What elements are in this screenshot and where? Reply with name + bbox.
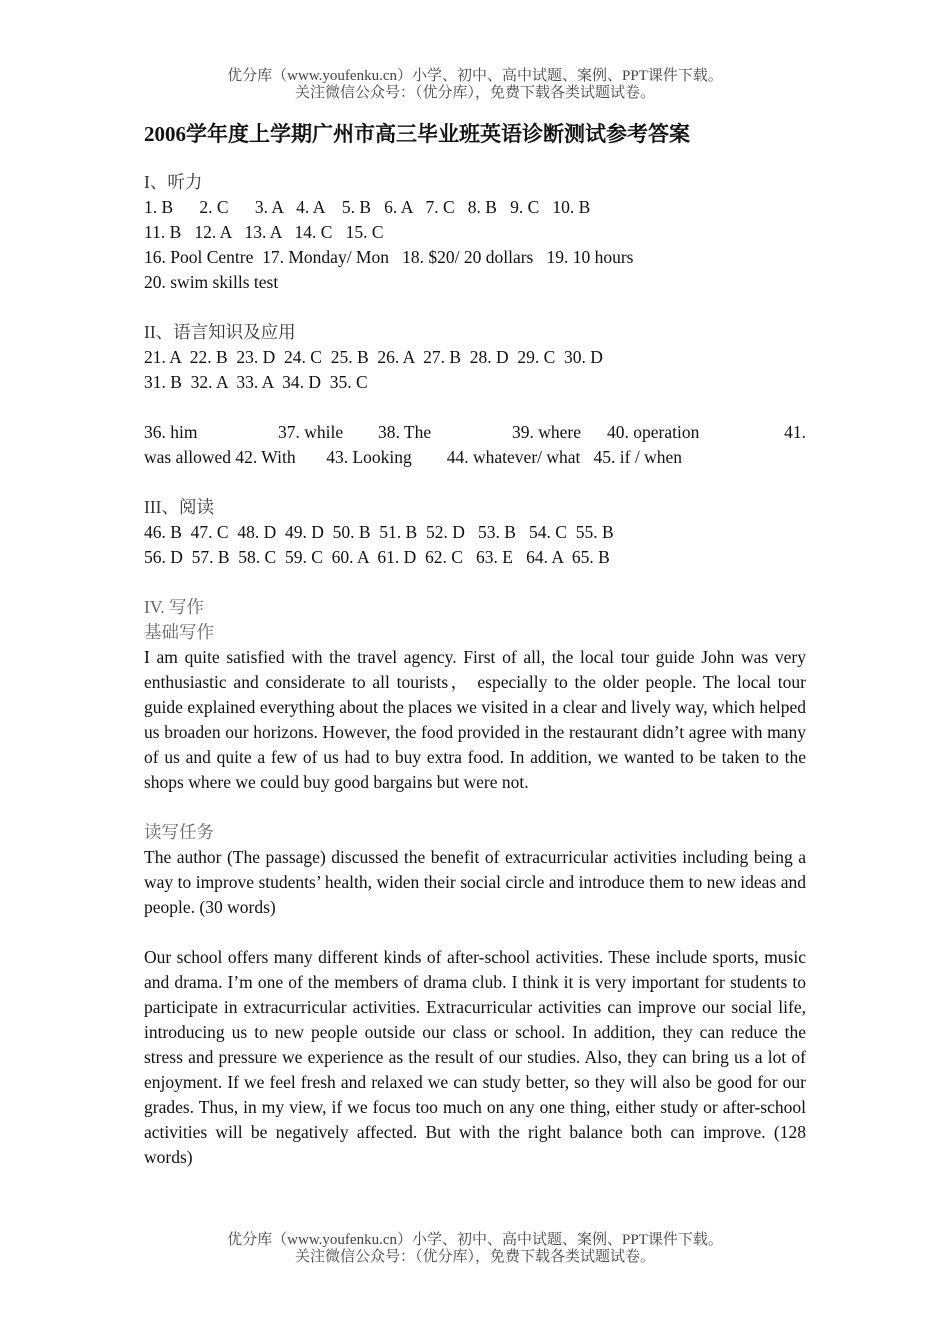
header-line-2: 关注微信公众号：（优分库），免费下载各类试题试卷。	[294, 85, 655, 101]
listening-heading: I、听力	[144, 172, 203, 192]
fill-answer: 40. operation	[607, 422, 700, 442]
writing-heading: IV. 写作	[144, 597, 204, 617]
page-header	[0, 68, 950, 102]
listening-row: 20. swim skills test	[144, 272, 279, 292]
reading-row: 46. B 47. C 48. D 49. D 50. B 51. B 52. D 53. B 54. C 55. B	[144, 522, 614, 542]
footer-line-1: 优分库（www.youfenku.cn）小学、初中、高中试题、案例、PPT课件下载。	[227, 1232, 723, 1248]
fill-answer: 37. while	[278, 422, 344, 442]
language-heading: II、语言知识及应用	[144, 322, 296, 342]
page-footer	[0, 1232, 950, 1266]
basic-writing-text: I am quite satisfied with the travel agency. First of all, the local tour guide John was very enthusiastic and considerate to all tourists， especially to the older people. The local tour guide explained everything about the places we visited in a clear and lively way, which helped us broaden our horizons. However, the food provided in the restaurant didn’t agree with many of us and quite a few of us had to buy extra food. In addition, we wanted to be taken to the shops where we could buy good bargains but were not.	[144, 647, 806, 792]
language-row: 31. B 32. A 33. A 34. D 35. C	[144, 372, 368, 392]
listening-row: 1. B 2. C 3. A 4. A 5. B 6. A 7. C 8. B 9. C 10. B	[144, 197, 591, 217]
fill-in-row	[144, 420, 806, 445]
footer-line-2: 关注微信公众号：（优分库），免费下载各类试题试卷。	[294, 1249, 655, 1265]
document-title: 2006学年度上学期广州市高三毕业班英语诊断测试参考答案	[144, 122, 690, 146]
fill-answer: 41.	[784, 422, 806, 442]
language-row: 21. A 22. B 23. D 24. C 25. B 26. A 27. B 28. D 29. C 30. D	[144, 347, 603, 367]
task-essay-text: Our school offers many different kinds of after-school activities. These include sports, music and drama. I’m one of the members of drama club. I think it is very important for students to participate in extracurricular activities. Extracurricular activities can improve our social life, introducing us to new people outside our class or school. In addition, they can reduce the stress and pressure we experience as the result of our studies. Also, they can bring us a lot of enjoyment. If we feel fresh and relaxed we can study better, so they will also be good for our grades. Thus, in my view, if we focus too much on any one thing, either study or after-school activities will be negatively affected. But with the right balance both can improve. (128 words)	[144, 947, 806, 1167]
basic-writing-heading: 基础写作	[144, 622, 214, 642]
listening-row: 16. Pool Centre 17. Monday/ Mon 18. $20/ 20 dollars 19. 10 hours	[144, 247, 634, 267]
reading-heading: III、阅读	[144, 497, 214, 517]
listening-row: 11. B 12. A 13. A 14. C 15. C	[144, 222, 384, 242]
fill-answer: 36. him	[144, 422, 198, 442]
task-writing-heading: 读写任务	[144, 822, 214, 842]
header-line-1: 优分库（www.youfenku.cn）小学、初中、高中试题、案例、PPT课件下载。	[227, 68, 723, 84]
task-summary-text: The author (The passage) discussed the benefit of extracurricular activities including being a way to improve students’ health, widen their social circle and introduce them to new ideas and people. (30 words)	[144, 847, 806, 917]
fill-answer: 38. The	[378, 422, 432, 442]
fill-in-row: was allowed 42. With 43. Looking 44. whatever/ what 45. if / when	[144, 447, 682, 467]
reading-row: 56. D 57. B 58. C 59. C 60. A 61. D 62. C 63. E 64. A 65. B	[144, 547, 610, 567]
document-body	[144, 120, 806, 1170]
fill-answer: 39. where	[512, 422, 582, 442]
